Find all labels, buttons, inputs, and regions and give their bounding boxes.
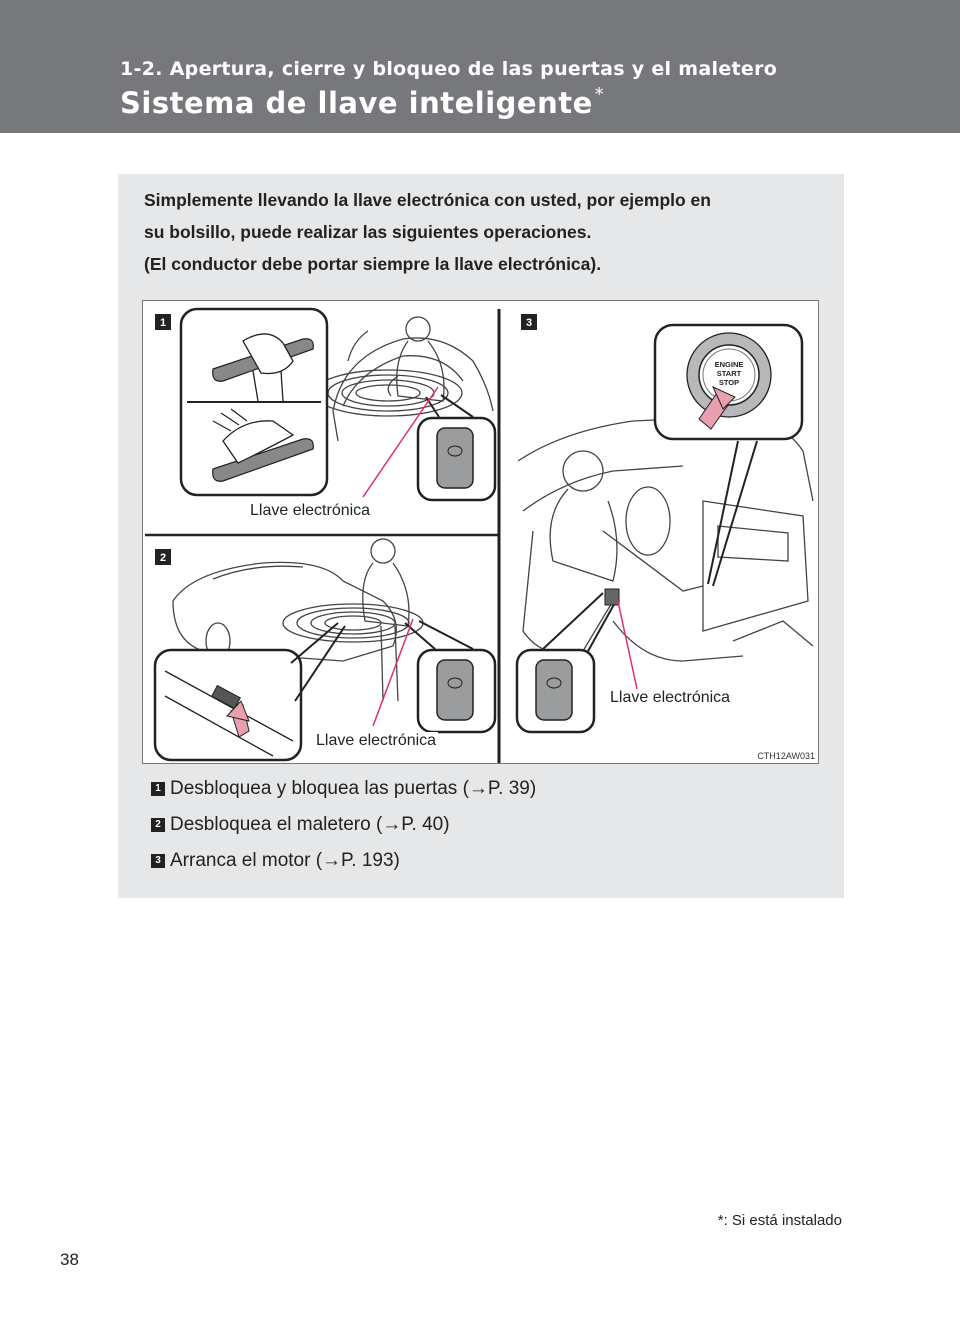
figure-code: CTH12AW031	[757, 751, 815, 761]
title-asterisk: *	[594, 84, 605, 105]
caption-3	[151, 850, 400, 872]
caption-1-text: Desbloquea y bloquea las puertas (→P. 39)	[170, 778, 537, 799]
button-text-engine: ENGINE	[714, 360, 744, 369]
illustration	[142, 300, 819, 764]
page-header	[0, 0, 960, 133]
caption-3-text: Arranca el motor (→P. 193)	[170, 850, 400, 871]
intro-line-3: (El conductor debe portar siempre la llave electrónica).	[144, 254, 602, 274]
page-title	[120, 86, 604, 120]
caption-2	[151, 814, 450, 836]
key-fob-1	[418, 395, 495, 500]
caption-1-number: 1	[151, 782, 165, 796]
page-number: 38	[60, 1250, 79, 1269]
pointer-line-2	[373, 619, 413, 726]
button-text-start: START	[716, 369, 742, 378]
footnote: *: Si está instalado	[717, 1212, 842, 1229]
caption-1	[151, 778, 536, 800]
caption-2-number: 2	[151, 818, 165, 832]
panel-1-number: 1	[159, 317, 167, 329]
caption-2-text: Desbloquea el maletero (→P. 40)	[170, 814, 450, 835]
button-text-stop: STOP	[718, 378, 740, 387]
intro-text	[144, 184, 834, 280]
panel-3-scene	[518, 416, 813, 661]
key-fob-3	[517, 589, 619, 732]
start-button-zoom	[655, 325, 802, 586]
intro-line-2: su bolsillo, puede realizar las siguientes operaciones.	[144, 222, 592, 242]
label-key-panel-2: Llave electrónica	[316, 732, 437, 749]
caption-3-number: 3	[151, 854, 165, 868]
intro-line-1: Simplemente llevando la llave electrónica con usted, por ejemplo en	[144, 190, 711, 210]
page-title-text: Sistema de llave inteligente	[120, 86, 593, 120]
key-fob-2	[405, 621, 495, 732]
label-key-panel-3: Llave electrónica	[610, 689, 731, 706]
panel-2-number: 2	[159, 552, 167, 564]
door-handle-zoom	[181, 309, 327, 495]
panel-3-number: 3	[525, 317, 533, 329]
section-title: 1-2. Apertura, cierre y bloqueo de las puertas y el maletero	[120, 58, 778, 80]
label-key-panel-1: Llave electrónica	[250, 502, 371, 519]
